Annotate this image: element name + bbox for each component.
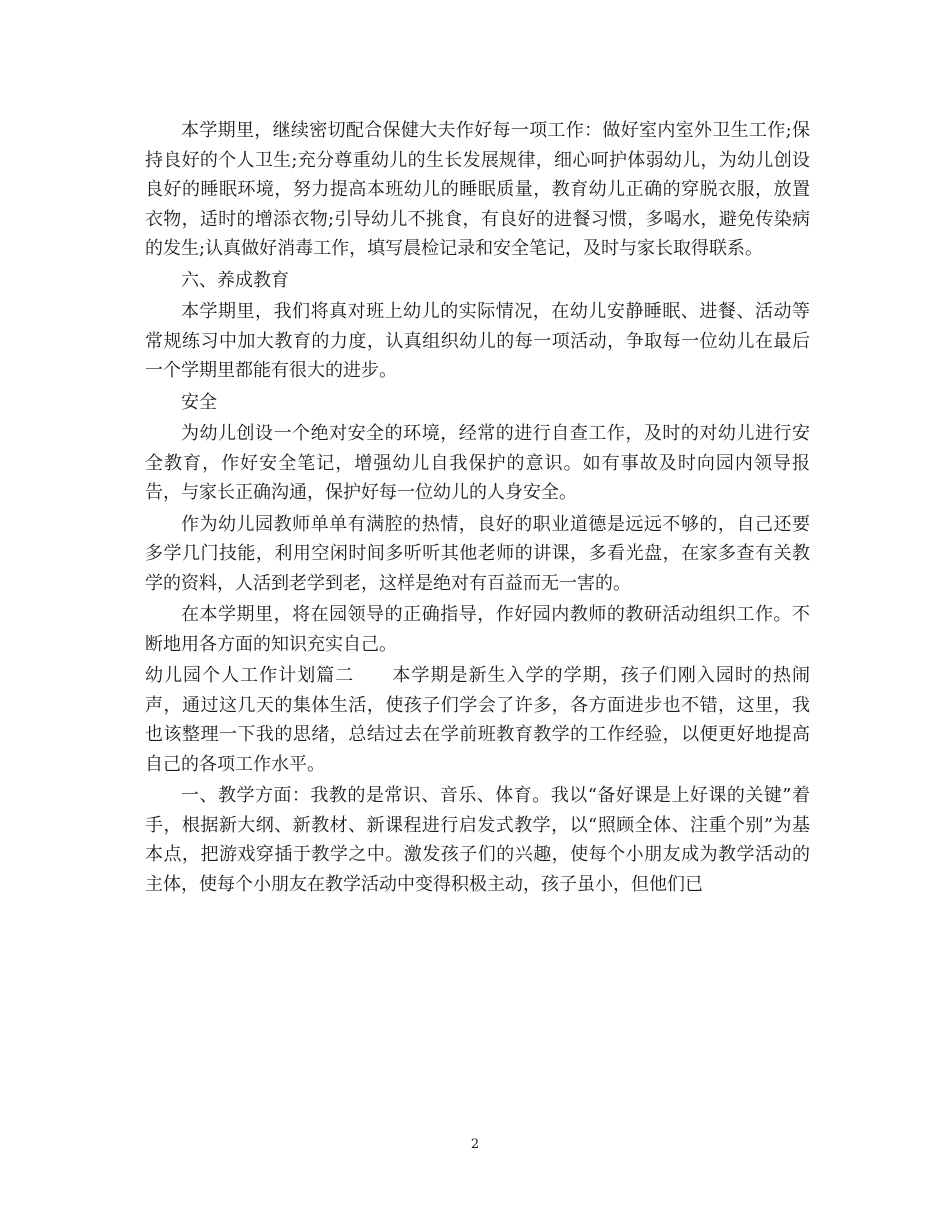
paragraph-safety: 为幼儿创设一个绝对安全的环境，经常的进行自查工作，及时的对幼儿进行安全教育，作好安全笔记，增强幼儿自我保护的意识。如有事故及时向园内领导报告，与家长正确沟通，保护好每一位幼儿的人身安全。 [145,423,810,503]
paragraph-plan-two-intro: 幼儿园个人工作计划篇二 本学期是新生入学的学期，孩子们刚入园时的热闹声，通过这几天的集体生活，使孩子们学会了许多，各方面进步也不错，这里，我也该整理一下我的思绪，总结过去在学前班教育教学的工作经验，以便更好地提高自己的各项工作水平。 [145,665,810,775]
section-heading-habits: 六、养成教育 [181,269,289,291]
paragraph-teaching: 一、教学方面：我教的是常识、音乐、体育。我以“备好课是上好课的关键”着手，根据新大纲、新教材、新课程进行启发式教学，以“照顾全体、注重个别”为基本点，把游戏穿插于教学之中。激发孩子们的兴趣，使每个小朋友成为教学活动的主体，使每个小朋友在教学活动中变得积极主动，孩子虽小，但他们已 [145,785,810,895]
section-heading-safety: 安全 [181,391,217,413]
document-body [145,116,810,901]
paragraph-research: 在本学期里，将在园领导的正确指导，作好园内教师的教研活动组织工作。不断地用各方面的知识充实自己。 [145,604,810,655]
paragraph-teacher-skills: 作为幼儿园教师单单有满腔的热情，良好的职业道德是远远不够的，自己还要多学几门技能，利用空闲时间多听听其他老师的讲课，多看光盘，在家多查有关教学的资料，人活到老学到老，这样是绝对有百益而无一害的。 [145,513,810,594]
paragraph-hygiene: 本学期里，继续密切配合保健大夫作好每一项工作：做好室内室外卫生工作;保持良好的个人卫生;充分尊重幼儿的生长发展规律，细心呵护体弱幼儿，为幼儿创设良好的睡眠环境，努力提高本班幼儿的睡眠质量，教育幼儿正确的穿脱衣服，放置衣物，适时的增添衣物;引导幼儿不挑食，有良好的进餐习惯，多喝水，避免传染病的发生;认真做好消毒工作，填写晨检记录和安全笔记，及时与家长取得联系。 [145,120,810,259]
paragraph-habits: 本学期里，我们将真对班上幼儿的实际情况，在幼儿安静睡眠、进餐、活动等常规练习中加大教育的力度，认真组织幼儿的每一项活动，争取每一位幼儿在最后一个学期里都能有很大的进步。 [145,301,810,381]
page-number: 2 [470,1137,480,1152]
